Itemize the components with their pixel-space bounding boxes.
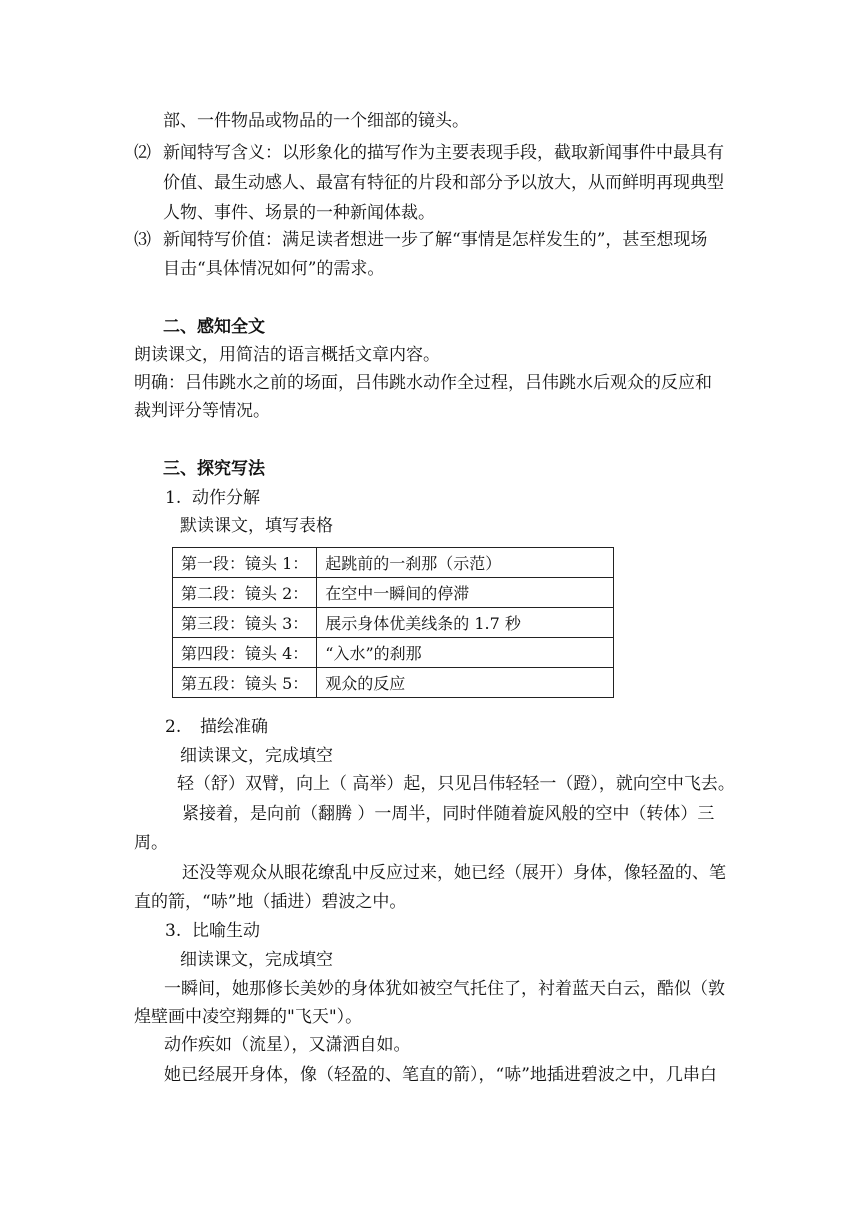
subsection-number: 2. [165, 717, 182, 737]
table-cell: 第一段：镜头 1： [173, 548, 317, 578]
text-line: 默读课文，填写表格 [180, 516, 333, 536]
table-row [173, 578, 614, 608]
text-line: 朗读课文，用简洁的语言概括文章内容。 [134, 345, 440, 365]
subsection-number: 1. [165, 488, 182, 508]
text-line: 她已经展开身体，像（轻盈的、笔直的箭），“哧”地插进碧波之中，几串白 [164, 1065, 717, 1085]
text-line: 动作疾如（流星），又潇洒自如。 [164, 1035, 411, 1055]
text-line: 新闻特写价值：满足读者想进一步了解“事情是怎样发生的”，甚至想现场 [163, 230, 708, 250]
table-cell: 第二段：镜头 2： [173, 578, 317, 608]
text-line: 目击“具体情况如何”的需求。 [163, 259, 385, 279]
text-line: 裁判评分等情况。 [134, 401, 270, 421]
table-row [173, 608, 614, 638]
text-line: 细读课文，完成填空 [180, 746, 333, 766]
text-line: 细读课文，完成填空 [180, 950, 333, 970]
text-line: 紧接着，是向前（翻腾 ）一周半，同时伴随着旋风般的空中（转体）三 [182, 804, 715, 824]
table-cell: 观众的反应 [317, 668, 614, 698]
text-line: 部、一件物品或物品的一个细部的镜头。 [163, 111, 469, 131]
text-line: 煌壁画中凌空翔舞的"飞天"）。 [134, 1007, 363, 1027]
table-cell: 起跳前的一刹那（示范） [317, 548, 614, 578]
text-line: 明确：吕伟跳水之前的场面，吕伟跳水动作全过程，吕伟跳水后观众的反应和 [134, 373, 712, 393]
table-row [173, 548, 614, 578]
table-cell: 在空中一瞬间的停滞 [317, 578, 614, 608]
text-line: 还没等观众从眼花缭乱中反应过来，她已经（展开）身体，像轻盈的、笔 [182, 863, 726, 883]
table-row [173, 668, 614, 698]
shots-table [172, 547, 614, 698]
subsection-title: 动作分解 [192, 488, 260, 508]
text-line: 新闻特写含义：以形象化的描写作为主要表现手段，截取新闻事件中最具有 [163, 143, 724, 163]
table-cell: 第五段：镜头 5： [173, 668, 317, 698]
text-line: 轻（舒）双臂，向上（ 高举）起，只见吕伟轻轻一（蹬），就向空中飞去。 [177, 774, 735, 794]
list-item-label: ⑵ [134, 143, 151, 163]
text-line: 周。 [134, 833, 168, 853]
text-line: 人物、事件、场景的一种新闻体裁。 [163, 203, 435, 223]
table-cell: 第四段：镜头 4： [173, 638, 317, 668]
section-heading: 二、感知全文 [163, 317, 265, 337]
table-cell: 第三段：镜头 3： [173, 608, 317, 638]
subsection-title: 比喻生动 [192, 921, 260, 941]
table-cell: 展示身体优美线条的 1.7 秒 [317, 608, 614, 638]
list-item-label: ⑶ [134, 230, 151, 250]
section-heading: 三、探究写法 [163, 459, 265, 479]
text-line: 直的箭，“哧”地（插进）碧波之中。 [134, 892, 407, 912]
subsection-number: 3. [165, 921, 182, 941]
table-cell: “入水”的刹那 [317, 638, 614, 668]
table-row [173, 638, 614, 668]
text-line: 一瞬间，她那修长美妙的身体犹如被空气托住了，衬着蓝天白云，酷似（敦 [164, 979, 725, 999]
subsection-title: 描绘准确 [200, 717, 268, 737]
text-line: 价值、最生动感人、最富有特征的片段和部分予以放大，从而鲜明再现典型 [163, 173, 724, 193]
